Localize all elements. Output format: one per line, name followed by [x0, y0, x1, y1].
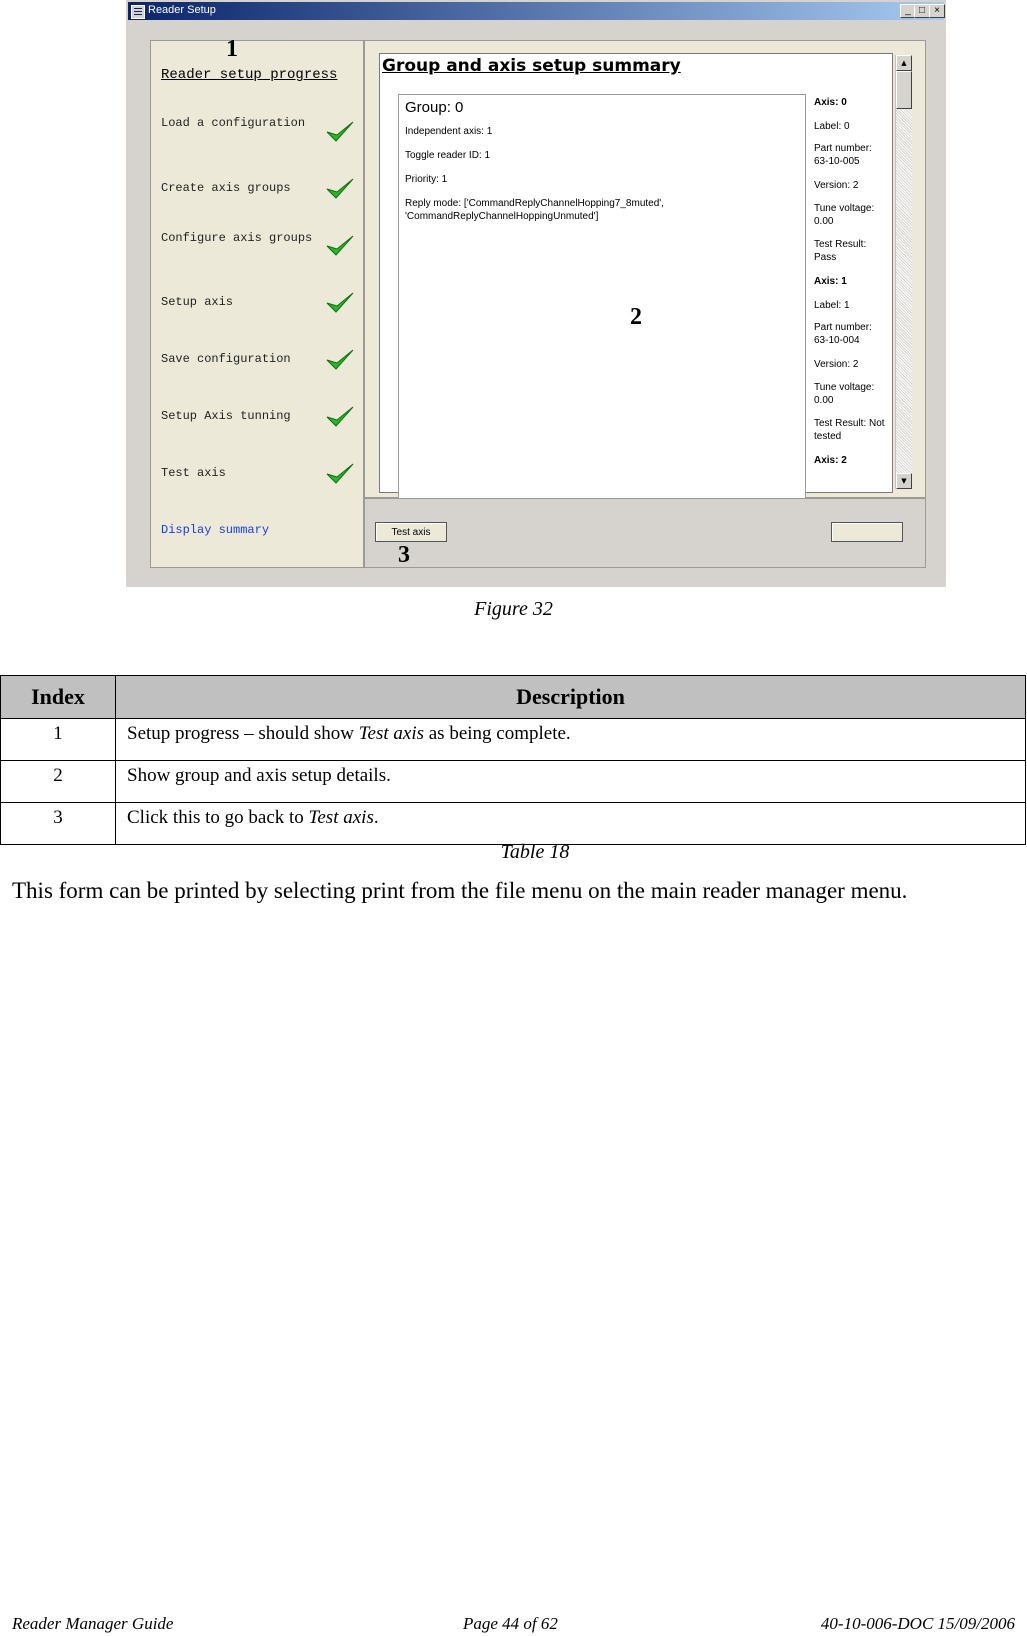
table-header-description: Description	[116, 676, 1026, 719]
step-setup-axis-tunning: Setup Axis tunning	[161, 409, 291, 423]
scroll-up-icon[interactable]: ▲	[896, 55, 912, 71]
group-details	[398, 94, 806, 502]
check-icon	[325, 119, 355, 145]
row-index: 1	[1, 719, 116, 761]
unlabeled-button[interactable]	[831, 522, 903, 542]
scroll-down-icon[interactable]: ▼	[896, 473, 912, 489]
minimize-button[interactable]: _	[900, 4, 916, 18]
scroll-thumb[interactable]	[896, 71, 912, 109]
vertical-scrollbar[interactable]	[895, 55, 912, 489]
axis-detail: 63-10-004	[814, 335, 860, 346]
summary-title: Group and axis setup summary	[382, 56, 681, 76]
group-detail-line: Reply mode: ['CommandReplyChannelHopping7_8muted',	[405, 198, 664, 209]
setup-progress-panel	[150, 40, 364, 568]
step-test-axis: Test axis	[161, 466, 226, 480]
axis-detail: Tune voltage:	[814, 382, 875, 393]
check-icon	[325, 290, 355, 316]
axis-heading: Axis: 2	[814, 455, 847, 466]
row-index: 2	[1, 761, 116, 803]
axis-detail: Label: 1	[814, 300, 850, 311]
footer-left: Reader Manager Guide	[12, 1614, 174, 1633]
axis-detail: Test Result: Not	[814, 418, 885, 429]
callout-3: 3	[398, 542, 410, 568]
axis-detail: Tune voltage:	[814, 203, 875, 214]
display-summary-link[interactable]: Display summary	[161, 523, 270, 537]
check-icon	[325, 233, 355, 259]
test-axis-button[interactable]: Test axis	[375, 522, 447, 542]
summary-scroll-area[interactable]	[379, 53, 893, 493]
row-index: 3	[1, 803, 116, 845]
table-row	[1, 719, 1026, 761]
close-button[interactable]: ×	[929, 4, 945, 18]
step-setup-axis: Setup axis	[161, 295, 234, 309]
axis-detail: Part number:	[814, 143, 872, 154]
table-caption: Table 18	[500, 841, 570, 863]
maximize-button[interactable]: □	[914, 4, 930, 18]
figure-caption: Figure 32	[474, 598, 553, 620]
axis-detail: 0.00	[814, 395, 834, 406]
step-create-axis-groups: Create axis groups	[161, 181, 291, 195]
footer-right: 40-10-006-DOC 15/09/2006	[820, 1614, 1015, 1633]
group-detail-line: 'CommandReplyChannelHoppingUnmuted']	[405, 211, 599, 222]
window-title: Reader Setup	[148, 4, 216, 16]
reader-setup-window	[126, 0, 946, 587]
axis-detail: Version: 2	[814, 359, 859, 370]
progress-title: Reader setup progress	[161, 67, 338, 83]
axis-detail: 63-10-005	[814, 156, 860, 167]
check-icon	[325, 461, 355, 487]
axis-detail: Label: 0	[814, 121, 850, 132]
check-icon	[325, 404, 355, 430]
axis-heading: Axis: 0	[814, 97, 847, 108]
axis-detail: Version: 2	[814, 180, 859, 191]
table-row	[1, 803, 1026, 845]
axis-detail: tested	[814, 431, 842, 442]
button-panel	[364, 498, 926, 568]
row-description: Show group and axis setup details.	[116, 761, 1026, 803]
group-detail-line: Priority: 1	[405, 174, 448, 185]
row-description: Click this to go back to Test axis.	[116, 803, 1026, 845]
axis-detail: Pass	[814, 252, 837, 263]
table-header-index: Index	[1, 676, 116, 719]
window-menu-icon[interactable]	[131, 5, 145, 19]
step-save-configuration: Save configuration	[161, 352, 291, 366]
check-icon	[325, 176, 355, 202]
title-bar	[128, 2, 944, 20]
footer-page-number: Page 44 of 62	[463, 1614, 558, 1633]
axis-detail: Test Result:	[814, 239, 867, 250]
axis-details	[810, 94, 900, 500]
check-icon	[325, 347, 355, 373]
summary-panel	[364, 40, 926, 498]
table-row	[1, 761, 1026, 803]
group-detail-line: Independent axis: 1	[405, 126, 493, 137]
callout-2: 2	[630, 304, 642, 330]
callout-1: 1	[226, 36, 238, 62]
step-load-configuration: Load a configuration	[161, 116, 306, 130]
group-detail-line: Toggle reader ID: 1	[405, 150, 491, 161]
group-heading: Group: 0	[405, 99, 464, 116]
row-description: Setup progress – should show Test axis as being complete.	[116, 719, 1026, 761]
axis-detail: 0.00	[814, 216, 834, 227]
axis-detail: Part number:	[814, 322, 872, 333]
description-table	[0, 675, 1026, 845]
body-paragraph: This form can be printed by selecting print from the file menu on the main reader manager menu.	[12, 878, 908, 903]
step-configure-axis-groups: Configure axis groups	[161, 231, 313, 245]
axis-heading: Axis: 1	[814, 276, 847, 287]
